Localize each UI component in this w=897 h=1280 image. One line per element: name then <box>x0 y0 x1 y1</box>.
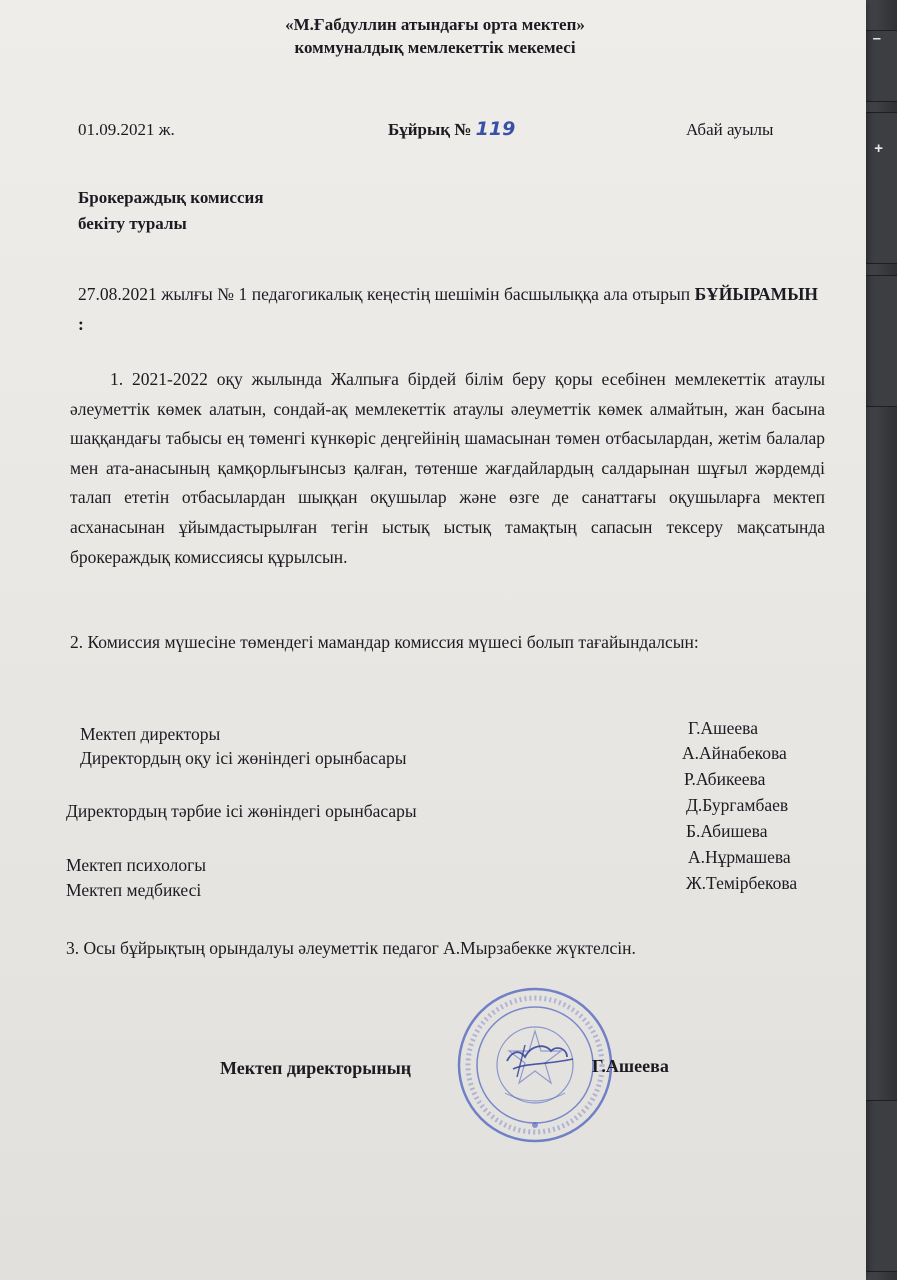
minus-icon: – <box>872 30 881 47</box>
member-name: Д.Бургамбаев <box>686 795 789 815</box>
item-2: 2. Комиссия мүшесіне төмендегі мамандар комиссия мүшесі болып тағайындалсын: <box>70 632 699 652</box>
institution-type: коммуналдық мемлекеттік мекемесі <box>294 38 576 57</box>
official-stamp-icon <box>455 985 615 1145</box>
member-name: Г.Ашеева <box>688 718 758 738</box>
signature-title: Мектеп директорының <box>220 1058 412 1078</box>
keyboard-key <box>862 112 897 264</box>
keyboard-key <box>862 1100 897 1272</box>
role-deputy-academic: Директордың оқу ісі жөніндегі орынбасары <box>80 748 407 768</box>
role-deputy-upbringing: Директордың тәрбие ісі жөніндегі орынбасары <box>66 801 417 821</box>
signature-name: Г.Ашеева <box>592 1056 669 1076</box>
member-name: Ж.Темірбекова <box>686 873 798 893</box>
plus-icon: + <box>874 140 883 157</box>
keyboard-key <box>862 275 897 407</box>
member-name: Б.Абишева <box>686 821 768 841</box>
preamble-text: 27.08.2021 жылғы № 1 педагогикалық кеңестің шешімін басшылыққа ала отырып <box>78 284 691 304</box>
role-nurse: Мектеп медбикесі <box>66 880 202 900</box>
command-word: БҰЙЫРАМЫН : <box>78 284 818 334</box>
member-name: А.Айнабекова <box>682 743 787 763</box>
order-date: 01.09.2021 ж. <box>78 120 175 139</box>
role-director: Мектеп директоры <box>80 724 221 744</box>
school-name: «М.Ғабдуллин атындағы орта мектеп» <box>285 15 585 34</box>
member-name: А.Нұрмашева <box>688 847 791 867</box>
order-label-text: Бұйрық № <box>388 120 472 139</box>
item-3: 3. Осы бұйрықтың орындалуы әлеуметтік педагог А.Мырзабекке жүктелсін. <box>66 938 636 958</box>
role-psychologist: Мектеп психологы <box>66 855 207 875</box>
item-1: 1. 2021-2022 оқу жылында Жалпыға бірдей білім беру қоры есебінен мемлекеттік атаулы әлеуметтік көмек алатын, сондай-ақ мемлекеттік атаулы әлеуметтік көмек алмайтын, жан басына шаққандағы табысы ең төменгі күнкөріс деңгейінің шамасынан төмен отбасылардан, жетім балалар мен ата-анасының қамқорлығынсыз қалған, төтенше жағдайлардың салдарынан шұғыл жәрдемді талап ететін отбасылардан шыққан оқушылар және өзге де санаттағы оқушыларға мектеп асханасынан ұйымдастырылған тегін ыстық ыстық тамақтың сапасын тексеру мақсатында брокераждық комиссиясы құрылсын. <box>70 369 825 567</box>
subject-line-2: бекіту туралы <box>78 214 187 233</box>
order-label <box>388 118 515 140</box>
order-place: Абай ауылы <box>686 120 774 139</box>
preamble <box>78 280 818 339</box>
member-name: Р.Абикеева <box>684 769 766 789</box>
order-number: 119 <box>475 118 516 140</box>
subject-line-1: Брокераждық комиссия <box>78 188 264 207</box>
